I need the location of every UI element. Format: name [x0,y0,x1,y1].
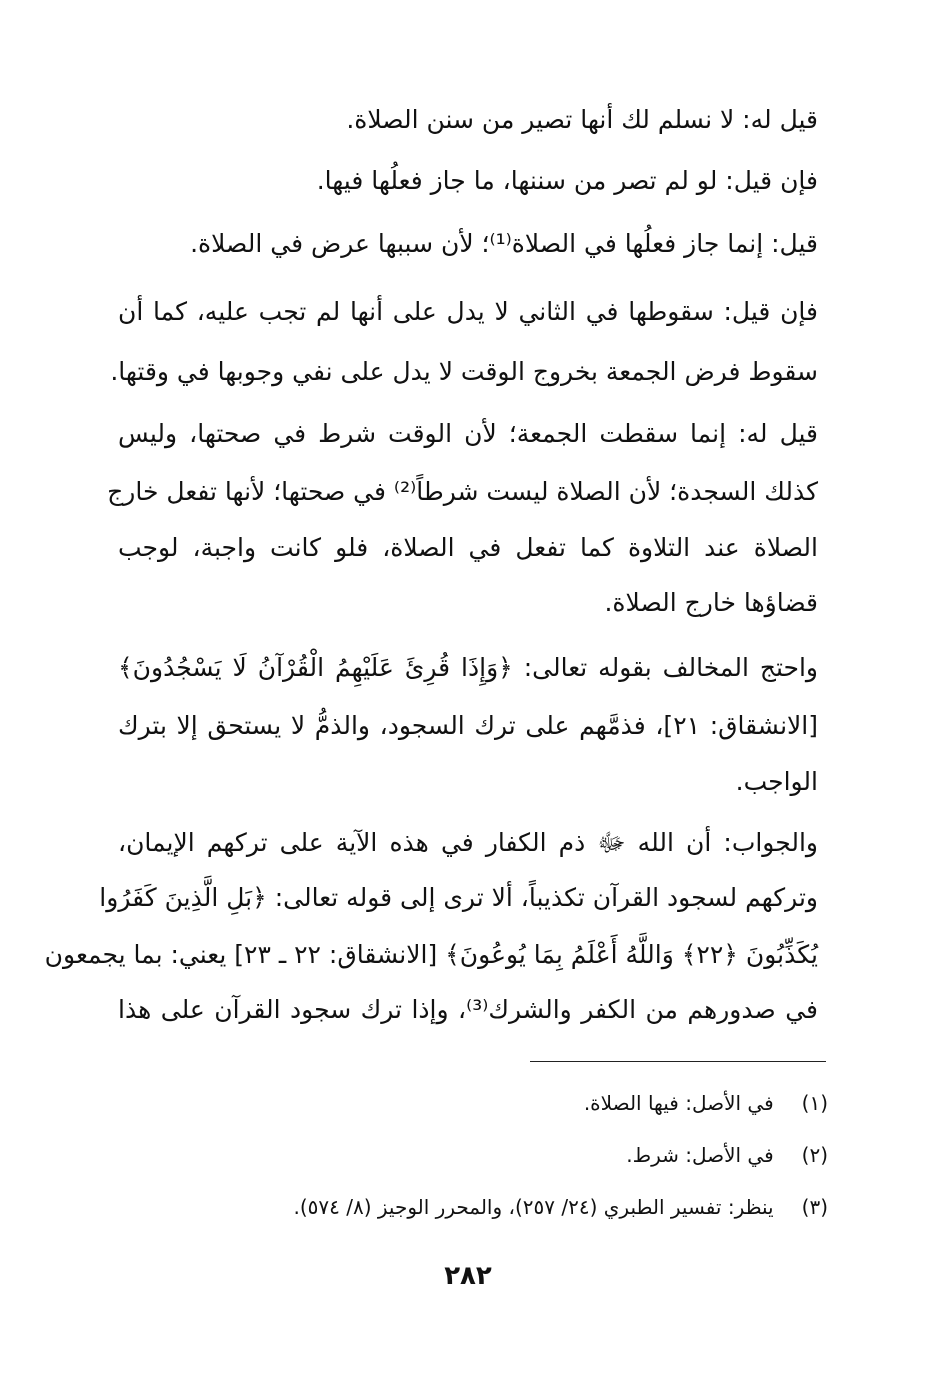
footnote [108,1087,828,1119]
body-line: قضاؤها خارج الصلاة. [604,588,818,617]
body-line: قيل له: لا نسلم لك أنها تصير من سنن الصلاة. [346,105,818,134]
page-number: ٢٨٢ [444,1261,492,1291]
body-line: واحتج المخالف بقوله تعالى: ﴿وَإِذَا قُرِئَ عَلَيْهِمُ الْقُرْآنُ لَا يَسْجُدُونَ﴾ [118,653,818,682]
footnote-text: ينظر: تفسير الطبري (٢٤/ ٢٥٧)، والمحرر الوجيز (٨/ ٥٧٤). [293,1195,774,1219]
footnote [108,1191,828,1223]
body-line: فإن قيل: لو لم تصر من سننها، ما جاز فعلُها فيها. [316,166,818,195]
body-line: قيل: إنما جاز فعلُها في الصلاة⁽¹⁾؛ لأن سببها عرض في الصلاة. [190,229,818,258]
body-line: قيل له: إنما سقطت الجمعة؛ لأن الوقت شرط في صحتها، وليس [118,419,818,448]
body-line: والجواب: أن الله ﷻ ذم الكفار في هذه الآية على تركهم الإيمان، [118,828,818,857]
footnote-number: (٢) [801,1143,828,1167]
body-line: [الانشقاق: ٢١]، فذمَّهم على ترك السجود، والذمُّ لا يستحق إلا بترك [118,711,818,740]
body-line: فإن قيل: سقوطها في الثاني لا يدل على أنها لم تجب عليه، كما أن [118,297,818,326]
body-line: في صدورهم من الكفر والشرك⁽³⁾، وإذا ترك سجود القرآن على هذا [118,995,818,1024]
body-line: يُكَذِّبُونَ ﴿٢٢﴾ وَاللَّهُ أَعْلَمُ بِمَا يُوعُونَ﴾ [الانشقاق: ٢٢ ـ ٢٣] يعني: بما يجمعون [44,940,818,969]
body-line: الواجب. [735,767,818,796]
footnote [108,1139,828,1171]
footnote-number: (١) [801,1091,828,1115]
body-line: وتركهم لسجود القرآن تكذيباً، ألا ترى إلى قوله تعالى: ﴿بَلِ الَّذِينَ كَفَرُوا [99,883,818,912]
footnote-text: في الأصل: فيها الصلاة. [583,1091,774,1115]
body-line: الصلاة عند التلاوة كما تفعل في الصلاة، فلو كانت واجبة، لوجب [118,533,818,562]
footnote-text: في الأصل: شرط. [626,1143,774,1167]
footnote-number: (٣) [801,1195,828,1219]
body-line: سقوط فرض الجمعة بخروج الوقت لا يدل على نفي وجوبها في وقتها. [110,357,818,386]
body-line: كذلك السجدة؛ لأن الصلاة ليست شرطاً⁽²⁾ في صحتها؛ لأنها تفعل خارج [107,477,818,506]
footnote-divider [530,1061,826,1062]
